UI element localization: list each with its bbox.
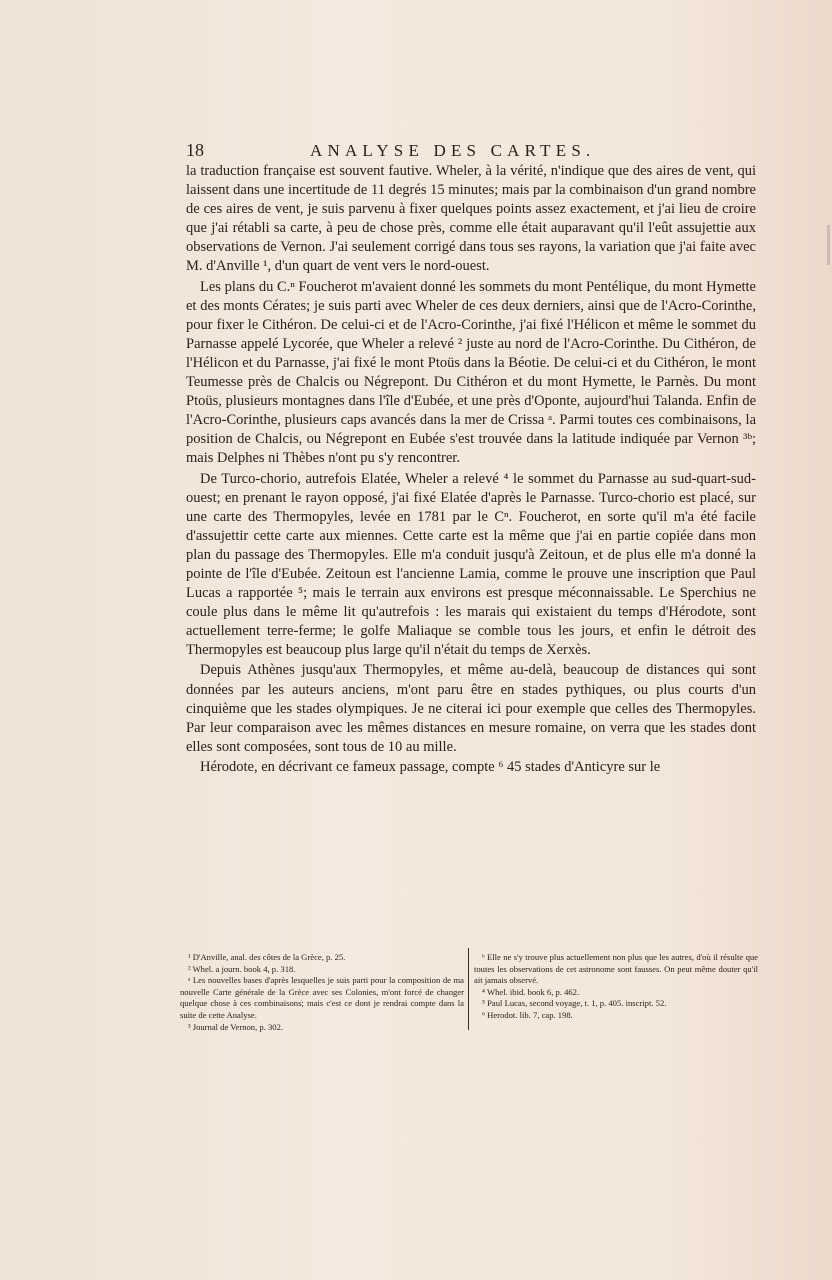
footnote: ⁵ Paul Lucas, second voyage, t. 1, p. 405. inscript. 52. [482,998,667,1009]
footnote: ⁶ Herodot. lib. 7, cap. 198. [482,1009,573,1020]
running-title: ANALYSE DES CARTES. [310,141,596,160]
paragraph: Depuis Athènes jusqu'aux Thermopyles, et même au-delà, beaucoup de distances qui sont données par les auteurs anciens, m'ont paru être en stades pythiques, ou plus courts d'un cinquième que les stades olympiques. Je ne citerai ici pour exemple que celles des Thermopyles. Par leur comparaison avec les mêmes distances en mesure romaine, on verra que les stades dont elles sont composées, sont tous de 10 au mille. [186,662,756,755]
footnote-column-divider [468,948,469,1030]
paragraph: Hérodote, en décrivant ce fameux passage, compte ⁶ 45 stades d'Anticyre sur le [200,758,661,775]
footnotes-left [180,952,464,1033]
footnote: ⁴ Whel. ibid. book 6, p. 462. [482,986,580,997]
page-number: 18 [186,140,204,160]
paragraph: la traduction française est souvent fautive. Wheler, à la vérité, n'indique que des aires de vent, qui laissent dans une incertitude de 11 degrés 15 minutes; mais par la combinaison d'un grand nombre de ces aires de vent, je suis parvenu à fixer quelques points assez exactement, et j'ai lieu de croire que j'ai rétabli sa carte, à peu de chose près, comme elle était auparavant qu'il l'eût assujettie aux observations de Vernon. J'ai seulement corrigé dans tous ses rayons, la variation que j'ai faite avec M. d'Anville ¹, d'un quart de vent vers le nord-ouest. [186,163,756,275]
page-header [186,140,756,162]
paragraph: De Turco-chorio, autrefois Elatée, Wheler a relevé ⁴ le sommet du Parnasse au sud-quart-sud-ouest; en prenant le rayon opposé, j'ai fixé Elatée d'après le Parnasse. Turco-chorio est placé, sur une carte des Thermopyles, levée en 1781 par le Cⁿ. Foucherot, en sorte qu'il m'a été facile d'assujettir cette carte aux miennes. Cette carte est la même que j'ai en partie copiée dans mon plan du passage des Thermopyles. Elle m'a conduit jusqu'à Zeitoun, et de plus elle m'a donné la pointe de l'île d'Eubée. Zeitoun est l'ancienne Lamia, comme le prouve une inscription que Paul Lucas a rapportée ⁵; mais le terrain aux environs est presque méconnaissable. Le Sperchius ne coule plus dans le même lit qu'autrefois : les marais qui existaient du temps d'Hérodote, sont actuellement terre-ferme; le golfe Maliaque se comble tous les jours, et enfin le détroit des Thermopyles est beaucoup plus large qu'il n'était du temps de Xerxès. [186,470,756,659]
footnotes-right [474,952,758,1022]
footnote: ᵇ Elle ne s'y trouve plus actuellement non plus que les autres, d'où il résulte que toutes les observations de cet astronome sont fausses. On peut même douter qu'il ait jamais observé. [474,952,758,986]
paragraph: Les plans du C.ⁿ Foucherot m'avaient donné les sommets du mont Pentélique, du mont Hymette et des monts Cérates; je suis parti avec Wheler de ces deux derniers, ainsi que de l'Acro-Corinthe, pour fixer le Cithéron. De celui-ci et de l'Acro-Corinthe, j'ai fixé l'Hélicon et même le sommet du Parnasse appelé Lycorée, que Wheler a relevé ² juste au nord de l'Acro-Corinthe. Du Cithéron, de l'Hélicon et du Parnasse, j'ai fixé le mont Ptoüs dans la Béotie. De celui-ci et du Cithéron, le mont Teumesse près de Chalcis ou Négrepont. Du Cithéron et du mont Hymette, le Parnès. Du mont Ptoüs, plusieurs montagnes dans l'île d'Eubée, et une près d'Oponte, aujourd'hui Talanda. Enfin de l'Acro-Corinthe, plusieurs caps avancés dans la mer de Crissa ᵃ. Parmi toutes ces combinaisons, la position de Chalcis, ou Négrepont en Eubée s'est trouvée dans la latitude indiquée par Vernon ³ᵇ; mais Delphes ni Thèbes n'ont pu s'y rencontrer. [186,278,756,467]
page-edge-mark [827,225,830,265]
footnote: ¹ D'Anville, anal. des côtes de la Grèce, p. 25. [188,952,346,962]
footnote: ³ Journal de Vernon, p. 302. [188,1021,284,1032]
footnote: ² Whel. a journ. book 4, p. 318. [188,963,296,974]
footnote: ᵃ Les nouvelles bases d'après lesquelles je suis parti pour la composition de ma nouvelle Carte générale de la Grèce avec ses Colonies, m'ont forcé de changer quelque chose à ces combinaisons; mais c'est ce dont je rendrai compte dans la suite de cette Analyse. [180,975,464,1020]
main-text [186,162,756,777]
